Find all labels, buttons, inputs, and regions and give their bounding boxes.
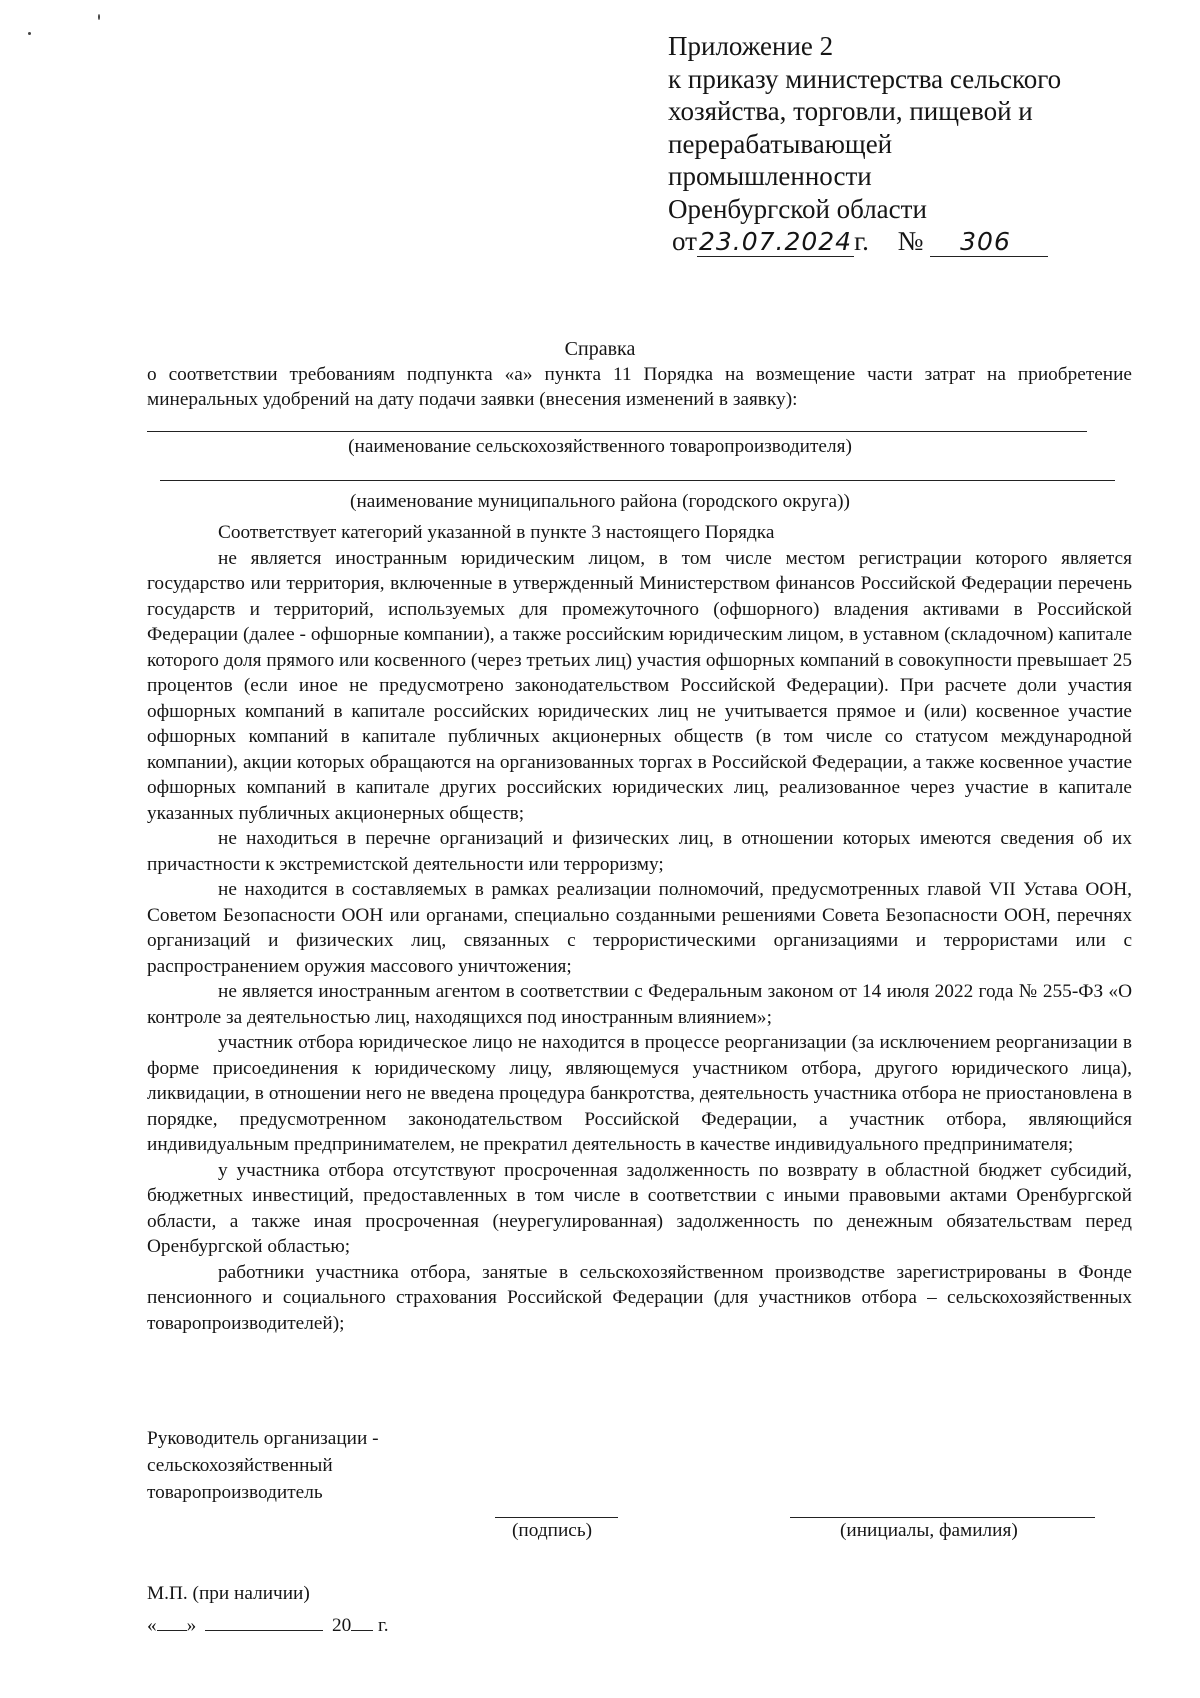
appendix-line: промышленности: [668, 161, 872, 191]
order-reference: [672, 226, 1048, 257]
day-blank: [157, 1612, 187, 1631]
order-number-sign: №: [897, 226, 924, 256]
signature-line: [495, 1517, 618, 1518]
body-paragraph: работники участника отбора, занятые в сельскохозяйственном производстве зарегистрированы в Фонде пенсионного и социального страхования Российской Федерации (для участников отбора – сельскохозяйственных товаропроизводителей);: [147, 1261, 1132, 1334]
signer-line: Руководитель организации -: [147, 1428, 379, 1449]
signer-line: товаропроизводитель: [147, 1482, 323, 1503]
year-prefix: 20: [331, 1615, 352, 1636]
year-suffix: г.: [378, 1615, 389, 1636]
body-paragraph: не является иностранным юридическим лицом, в том числе местом регистрации которого является государство или территория, включенные в утвержденный Министерством финансов Российской Федерации перечень государств и территорий, используемых для промежуточного (офшорного) владения активами в Российской Федерации (далее - офшорные компании), а также российским юридическим лицом, в уставном (складочном) капитале которого доля прямого или косвенного (через третьих лиц) участия офшорных компаний в совокупности превышает 25 процентов (если иное не предусмотрено законодательством Российской Федерации). При расчете доли участия офшорных компаний в капитале российских юридических лиц не учитывается прямое и (или) косвенное участие офшорных компаний в капитале публичных акционерных обществ (в том числе со статусом международной компании), акции которых обращаются на организованных торгах в Российской Федерации, а также косвенное участие офшорных компаний в капитале других российских юридических лиц, реализованное через участие в капитале указанных публичных акционерных обществ;: [147, 547, 1132, 824]
appendix-line: к приказу министерства сельского: [668, 63, 1062, 94]
body-paragraph: не находится в составляемых в рамках реализации полномочий, предусмотренных главой VII Устава ООН, Советом Безопасности ООН или органами, специально созданными решениями Совета Безопасности ООН, перечнях организаций и физических лиц, связанных с террористическими организациями и террористами или с распространением оружия массового уничтожения;: [147, 879, 1132, 977]
order-year-suffix: г.: [854, 226, 869, 256]
year-blank: [351, 1612, 373, 1631]
appendix-line: перерабатывающей: [668, 128, 893, 159]
scan-speck: [98, 14, 100, 20]
date-close-quote: »: [186, 1615, 197, 1636]
appendix-line: Приложение 2: [668, 31, 834, 61]
name-caption: (инициалы, фамилия): [840, 1520, 1018, 1541]
body-paragraph: участник отбора юридическое лицо не находится в процессе реорганизации (за исключением реорганизации в форме присоединения к юридическому лицу, являющемуся участником отбора, другого юридического лица), ликвидации, в отношении него не введена процедура банкротства, деятельность участника отбора не приостановлена в порядке, предусмотренном законодательством Российской Федерации, а участник отбора, являющийся индивидуальным предпринимателем, не прекратил деятельность в качестве индивидуального предпринимателя;: [147, 1032, 1132, 1155]
date-open-quote: «: [147, 1615, 157, 1636]
signature-caption: (подпись): [512, 1520, 593, 1541]
scan-speck: [28, 32, 31, 35]
body-paragraph: Соответствует категорий указанной в пункте 3 настоящего Порядка: [218, 522, 775, 543]
district-name-line: [160, 480, 1115, 481]
month-blank: [205, 1612, 323, 1631]
date-placeholder: [147, 1612, 389, 1637]
district-name-caption: (наименование муниципального района (городского округа)): [350, 491, 850, 512]
appendix-line: хозяйства, торговли, пищевой и: [668, 96, 1033, 126]
body-paragraph: не является иностранным агентом в соответствии с Федеральным законом от 14 июля 2022 года № 255-ФЗ «О контроле за деятельностью лиц, находящихся под иностранным влиянием»;: [147, 981, 1132, 1028]
name-line: [790, 1517, 1095, 1518]
producer-name-line: [147, 431, 1087, 432]
stamp-placeholder: М.П. (при наличии): [147, 1583, 310, 1604]
body-paragraph: у участника отбора отсутствуют просроченная задолженность по возврату в областной бюджет субсидий, бюджетных инвестиций, предоставленных в том числе в соответствии с иными правовыми актами Оренбургской области, а также иная просроченная (неурегулированная) задолженность по денежным обязательствам перед Оренбургской областью;: [147, 1159, 1132, 1257]
order-date-handwritten: 23.07.2024: [698, 227, 853, 256]
signer-line: сельскохозяйственный: [147, 1455, 333, 1476]
producer-name-caption: (наименование сельскохозяйственного товаропроизводителя): [348, 436, 852, 457]
signer-title: [147, 1425, 379, 1506]
body-paragraph: не находиться в перечне организаций и физических лиц, в отношении которых имеются сведения об их причастности к экстремистской деятельности или терроризму;: [147, 828, 1132, 875]
document-body: [147, 520, 1132, 1336]
order-prefix: от: [672, 226, 697, 256]
appendix-line: Оренбургской области: [668, 193, 927, 224]
appendix-header: [668, 30, 1108, 225]
order-number-handwritten: 306: [930, 227, 1048, 257]
document-intro: о соответствии требованиям подпункта «а» пункта 11 Порядка на возмещение части затрат на приобретение минеральных удобрений на дату подачи заявки (внесения изменений в заявку):: [147, 364, 1132, 410]
document-title: Справка: [564, 338, 636, 360]
